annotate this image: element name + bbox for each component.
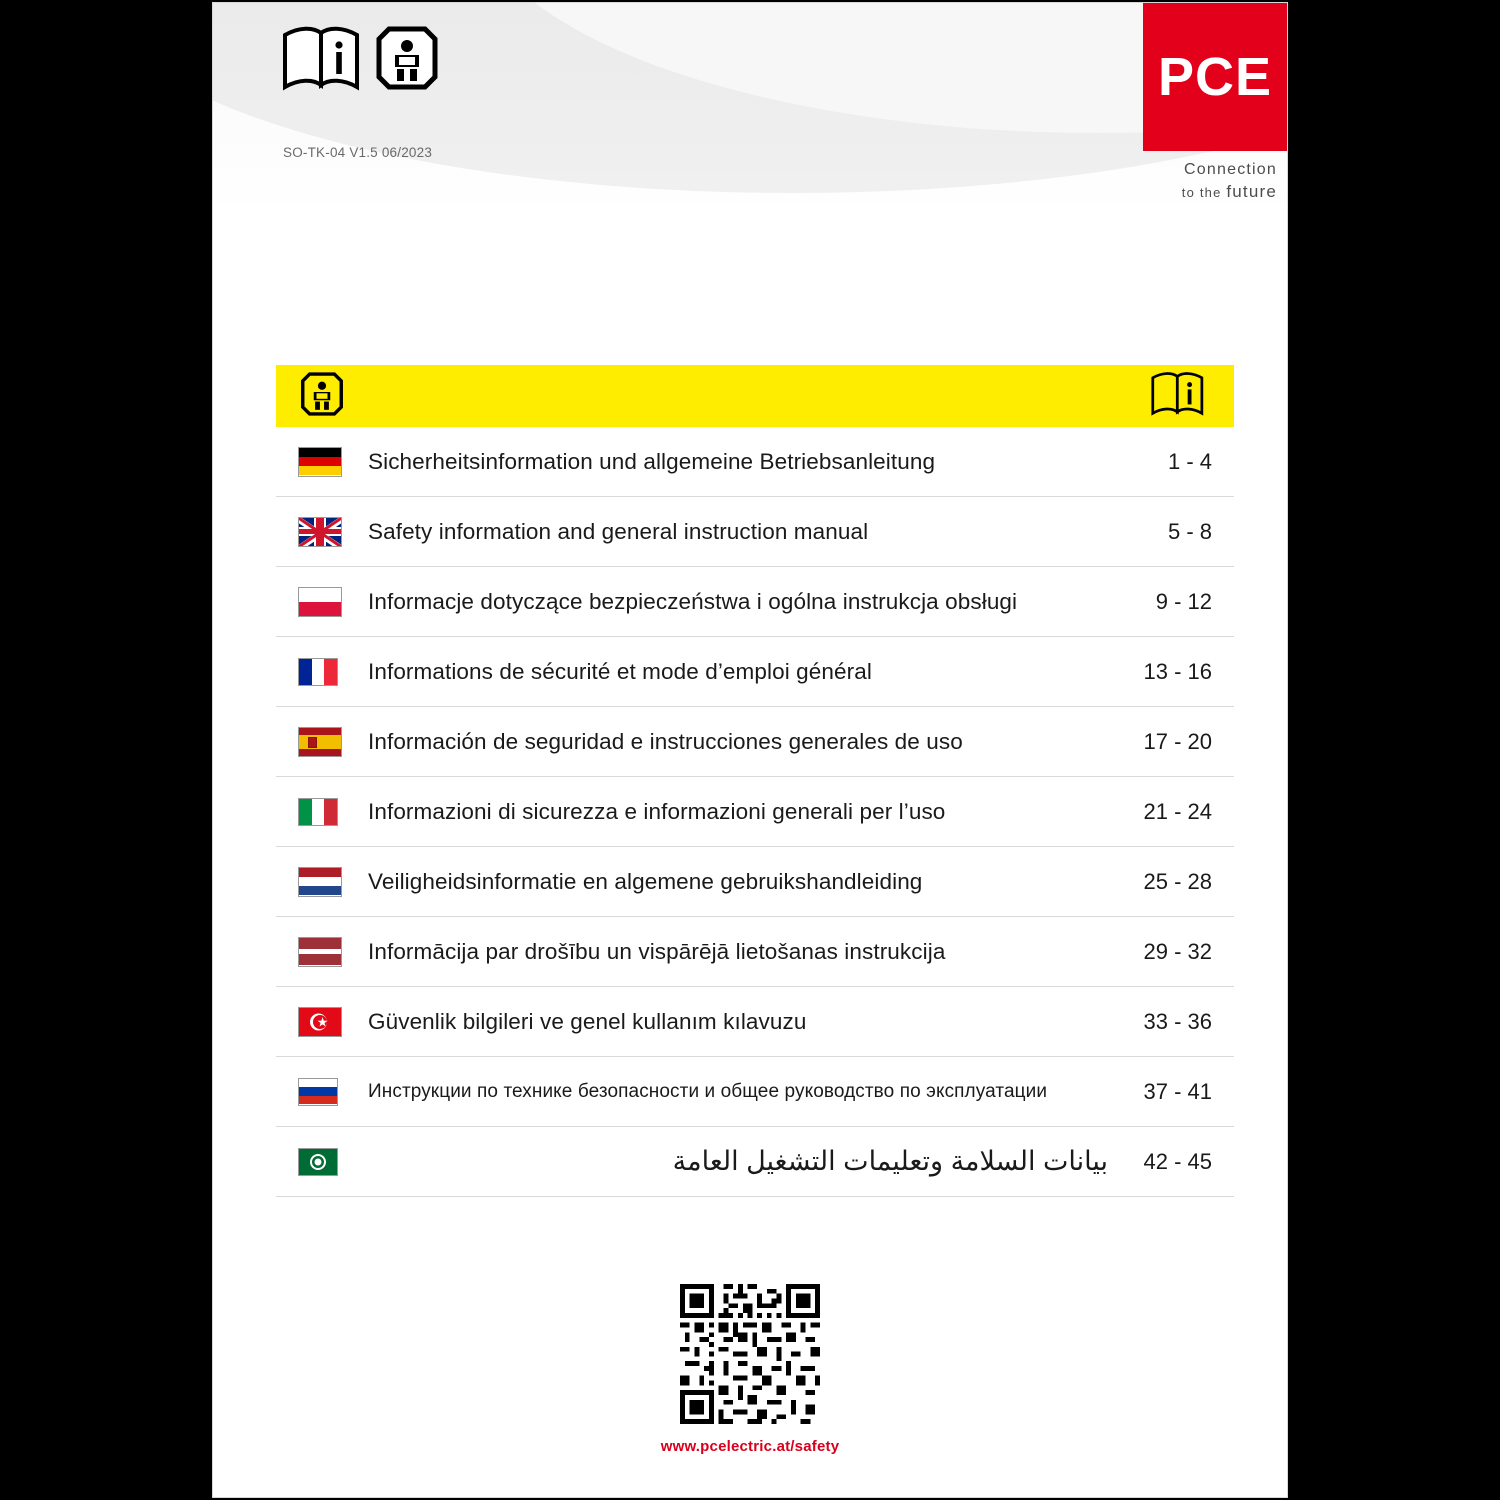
table-row[interactable]: [276, 427, 1234, 497]
table-row[interactable]: [276, 1127, 1234, 1197]
pce-logo: [1143, 3, 1287, 151]
book-info-icon: [1150, 371, 1206, 421]
brand-slogan: [1087, 159, 1277, 204]
page-range: 33 - 36: [1143, 1008, 1212, 1034]
language-title: بيانات السلامة وتعليمات التشغيل العامة: [672, 1146, 1108, 1176]
document-page: [212, 2, 1288, 1498]
table-row[interactable]: [276, 497, 1234, 567]
table-row[interactable]: [276, 917, 1234, 987]
page-range: 17 - 20: [1143, 728, 1212, 754]
page-range: 9 - 12: [1155, 588, 1212, 614]
safety-link[interactable]: www.pcelectric.at/safety: [660, 1438, 840, 1455]
table-row[interactable]: [276, 567, 1234, 637]
page-range: 25 - 28: [1143, 868, 1212, 894]
flag-cell: [276, 658, 368, 686]
table-of-contents: [276, 365, 1234, 1197]
flag-netherlands: [298, 867, 342, 897]
footer: [213, 1284, 1287, 1455]
toc-header-band: [276, 365, 1234, 427]
flag-cell: [276, 727, 368, 757]
flag-cell: [276, 447, 368, 477]
flag-germany: [298, 447, 342, 477]
language-title: Información de seguridad e instrucciones generales de uso: [368, 728, 963, 754]
table-row[interactable]: [276, 847, 1234, 917]
worker-instruction-icon: [375, 25, 439, 91]
flag-cell: [276, 1078, 368, 1106]
flag-italy: [298, 798, 338, 826]
book-info-icon: [281, 25, 363, 91]
flag-united-kingdom: [298, 517, 342, 547]
flag-turkey: ★: [298, 1007, 342, 1037]
language-title: Safety information and general instruction manual: [368, 518, 869, 544]
slogan-line-2-word: future: [1226, 181, 1277, 201]
table-row[interactable]: [276, 1057, 1234, 1127]
flag-cell: [276, 867, 368, 897]
page-range: 5 - 8: [1167, 518, 1212, 544]
table-row[interactable]: [276, 707, 1234, 777]
slogan-line-2-prefix: to the: [1181, 184, 1227, 200]
slogan-line-2: [1087, 181, 1277, 204]
worker-instruction-icon: [300, 371, 344, 422]
language-title: Informations de sécurité et mode d’emploi général: [368, 658, 872, 684]
flag-cell: [276, 517, 368, 547]
table-row[interactable]: [276, 987, 1234, 1057]
language-title: Informazioni di sicurezza e informazioni generali per l’uso: [368, 798, 946, 824]
page-range: 42 - 45: [1143, 1148, 1212, 1174]
page-range: 37 - 41: [1143, 1078, 1212, 1104]
pce-logo-text: PCE: [1157, 47, 1273, 107]
flag-cell: [276, 937, 368, 967]
language-title: Informacje dotyczące bezpieczeństwa i ogólna instrukcja obsługi: [368, 588, 1018, 614]
flag-latvia: [298, 937, 342, 967]
flag-russia: [298, 1078, 338, 1106]
page-range: 21 - 24: [1143, 798, 1212, 824]
header-pictogram-group: [281, 25, 439, 91]
page-range: 1 - 4: [1167, 448, 1212, 474]
table-row[interactable]: [276, 777, 1234, 847]
slogan-line-1: Connection: [1184, 161, 1277, 178]
flag-cell: [276, 798, 368, 826]
language-title: Güvenlik bilgileri ve genel kullanım kılavuzu: [368, 1008, 807, 1034]
table-row[interactable]: [276, 637, 1234, 707]
flag-cell: [276, 1007, 368, 1037]
flag-france: [298, 658, 338, 686]
flag-cell: [276, 587, 368, 617]
language-title: Informācija par drošību un vispārējā lietošanas instrukcija: [368, 938, 946, 964]
language-title: Sicherheitsinformation und allgemeine Betriebsanleitung: [368, 448, 936, 474]
page-range: 29 - 32: [1143, 938, 1212, 964]
flag-cell: [276, 1148, 368, 1176]
language-title: Veiligheidsinformatie en algemene gebruikshandleiding: [368, 868, 923, 894]
page-header: [213, 3, 1287, 213]
flag-poland: [298, 587, 342, 617]
flag-spain: [298, 727, 342, 757]
language-title: Инструкции по технике безопасности и общее руководство по эксплуатации: [368, 1080, 1048, 1102]
flag-arabic: [298, 1148, 338, 1176]
page-range: 13 - 16: [1143, 658, 1212, 684]
document-code: SO-TK-04 V1.5 06/2023: [283, 145, 433, 160]
qr-code-icon[interactable]: [680, 1284, 820, 1424]
